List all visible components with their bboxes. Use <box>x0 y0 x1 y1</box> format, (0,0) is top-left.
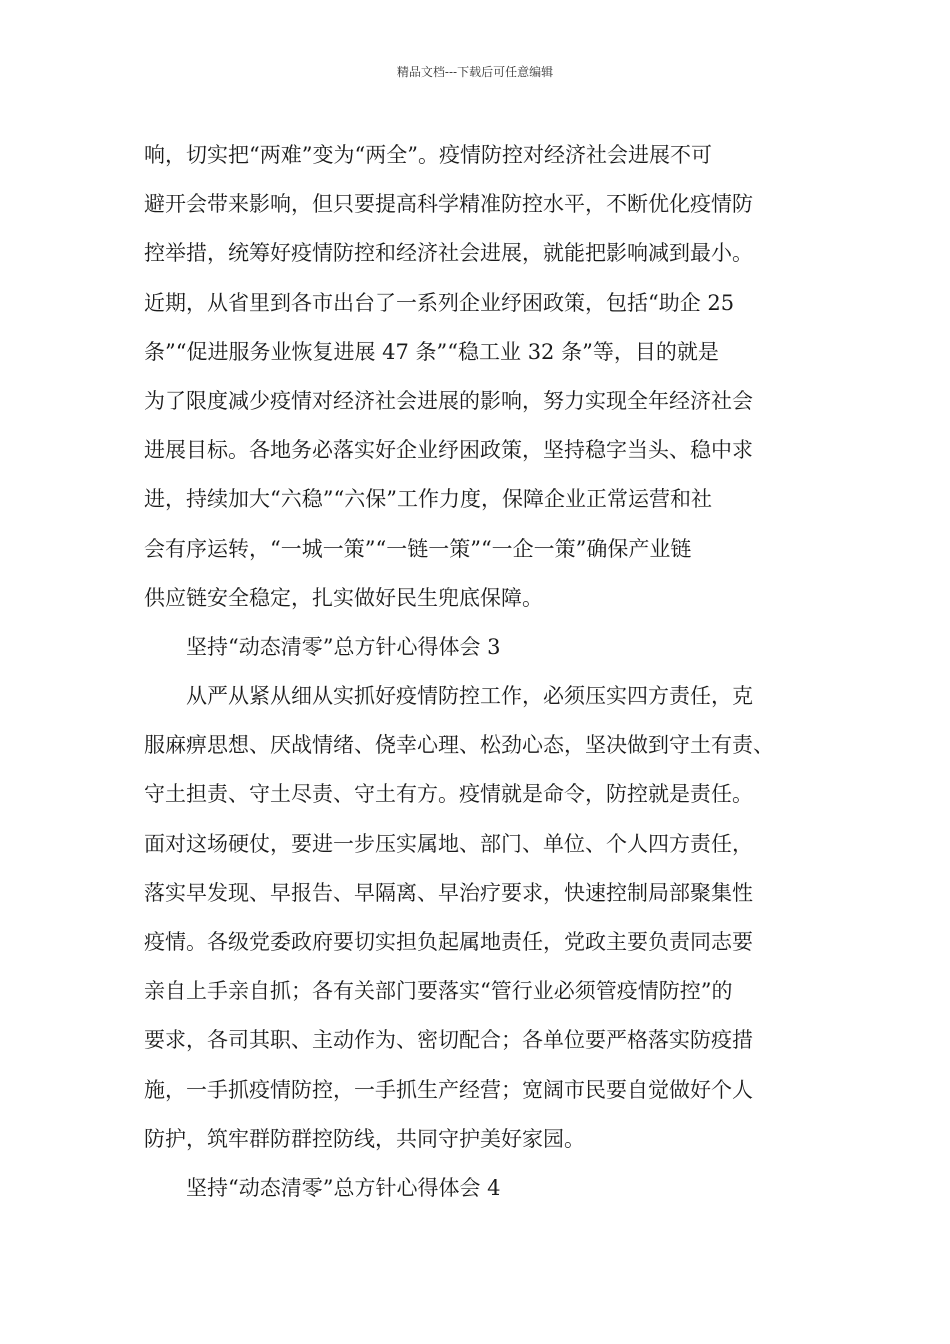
text-line: 避开会带来影响，但只要提高科学精准防控水平，不断优化疫情防 <box>144 192 753 217</box>
text-line: 近期，从省里到各市出台了一系列企业纾困政策，包括“助企 25 <box>144 290 735 315</box>
text-line: 会有序运转，“一城一策”“一链一策”“一企一策”确保产业链 <box>144 536 692 561</box>
page-header: 精品文档---下载后可任意编辑 <box>396 65 554 79</box>
text-line: 进展目标。各地务必落实好企业纾困政策，坚持稳字当头、稳中求 <box>144 438 753 463</box>
text-line: 守土担责、守土尽责、守土有方。疫情就是命令，防控就是责任。 <box>144 782 753 807</box>
text-line: 疫情。各级党委政府要切实担负起属地责任，党政主要负责同志要 <box>144 930 753 954</box>
text-line: 进，持续加大“六稳”“六保”工作力度，保障企业正常运营和社 <box>144 487 712 512</box>
text-line: 响，切实把“两难”变为“两全”。疫情防控对经济社会进展不可 <box>144 143 712 167</box>
paragraph-2 <box>144 672 824 1164</box>
paragraph-1 <box>144 131 824 623</box>
document-body <box>144 131 824 1213</box>
text-line: 落实早发现、早报告、早隔离、早治疗要求，快速控制局部聚集性 <box>144 880 753 905</box>
text-line: 防护，筑牢群防群控防线，共同守护美好家园。 <box>144 1126 585 1151</box>
text-line: 面对这场硬仗，要进一步压实属地、部门、单位、个人四方责任， <box>144 831 753 856</box>
text-line: 为了限度减少疫情对经济社会进展的影响，努力实现全年经济社会 <box>144 388 753 413</box>
section-heading-3: 坚持“动态清零”总方针心得体会 3 <box>186 634 501 659</box>
text-line: 从严从紧从细从实抓好疫情防控工作，必须压实四方责任，克 <box>186 684 753 709</box>
section-heading-4: 坚持“动态清零”总方针心得体会 4 <box>186 1175 501 1200</box>
text-line: 条”“促进服务业恢复进展 47 条”“稳工业 32 条”等，目的就是 <box>144 339 719 364</box>
text-line: 供应链安全稳定，扎实做好民生兜底保障。 <box>144 585 543 610</box>
text-line: 亲自上手亲自抓；各有关部门要落实“管行业必须管疫情防控”的 <box>144 979 733 1004</box>
text-line: 服麻痹思想、厌战情绪、侥幸心理、松劲心态，坚决做到守土有责、 <box>144 733 774 758</box>
text-line: 控举措，统筹好疫情防控和经济社会进展，就能把影响减到最小。 <box>144 241 753 266</box>
text-line: 施，一手抓疫情防控，一手抓生产经营；宽阔市民要自觉做好个人 <box>144 1077 753 1102</box>
text-line: 要求，各司其职、主动作为、密切配合；各单位要严格落实防疫措 <box>144 1028 753 1053</box>
